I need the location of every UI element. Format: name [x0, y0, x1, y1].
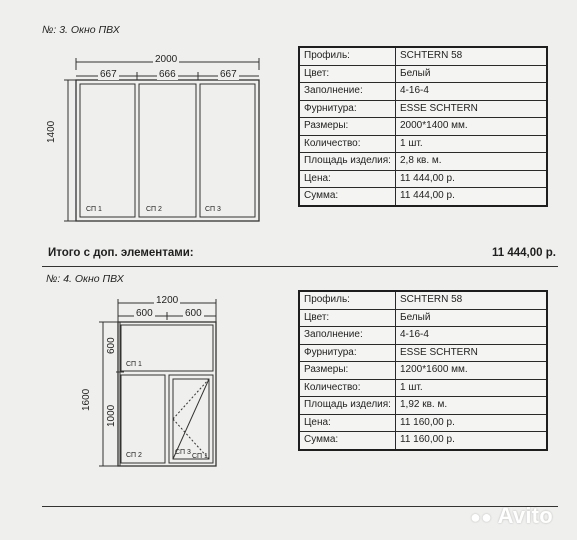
spec-key: Профиль:: [299, 291, 396, 309]
spec-key: Фурнитура:: [299, 344, 396, 362]
avito-dots-icon: ●●: [470, 507, 493, 527]
spec-key: Заполнение:: [299, 327, 396, 345]
watermark-logo: ●● Avito: [470, 503, 553, 528]
window-1-height: 1400: [46, 120, 57, 143]
window-1-sash-3: СП 3: [205, 206, 221, 213]
spec-table-2: [298, 290, 548, 451]
spec-row: [299, 309, 547, 327]
spec-value: 1 шт.: [396, 135, 548, 153]
spec-key: Профиль:: [299, 47, 396, 65]
spec-key: Размеры:: [299, 118, 396, 136]
spec-row: [299, 291, 547, 309]
spec-key: Количество:: [299, 135, 396, 153]
window-1-total-width: 2000: [155, 54, 178, 65]
spec-key: Сумма:: [299, 188, 396, 206]
spec-key: Площадь изделия:: [299, 397, 396, 415]
spec-key: Заполнение:: [299, 83, 396, 101]
spec-value: Белый: [396, 309, 548, 327]
window-2-height-1: 600: [106, 337, 117, 354]
spec-value: Белый: [396, 65, 548, 83]
spec-row: [299, 414, 547, 432]
spec-key: Цена:: [299, 414, 396, 432]
window-2-sash-3: СП 3: [175, 449, 191, 456]
window-2-height-2: 1000: [106, 404, 117, 427]
spec-key: Цена:: [299, 170, 396, 188]
spec-value: 1200*1600 мм.: [396, 362, 548, 380]
spec-value: 4-16-4: [396, 83, 548, 101]
spec-row: [299, 432, 547, 450]
spec-value: 11 160,00 р.: [396, 432, 548, 450]
window-2-width-1: 600: [136, 308, 153, 319]
spec-value: SCHTERN 58: [396, 291, 548, 309]
spec-key: Фурнитура:: [299, 100, 396, 118]
spec-row: [299, 362, 547, 380]
spec-value: 2,8 кв. м.: [396, 153, 548, 171]
spec-value: SCHTERN 58: [396, 47, 548, 65]
spec-key: Сумма:: [299, 432, 396, 450]
window-2-sash-1: СП 1: [126, 361, 142, 368]
spec-value: 11 444,00 р.: [396, 170, 548, 188]
window-2-sash-2: СП 2: [126, 452, 142, 459]
spec-value: 4-16-4: [396, 327, 548, 345]
window-1-width-3: 667: [220, 69, 237, 80]
spec-row: [299, 397, 547, 415]
window-1-sash-1: СП 1: [86, 206, 102, 213]
spec-key: Цвет:: [299, 65, 396, 83]
spec-row: [299, 344, 547, 362]
window-2-total-width: 1200: [156, 295, 179, 306]
spec-value: ESSE SCHTERN: [396, 100, 548, 118]
window-1-width-2: 666: [159, 69, 176, 80]
spec-key: Размеры:: [299, 362, 396, 380]
section-1-heading: №: 3. Окно ПВХ: [42, 24, 120, 36]
window-1-width-1: 667: [100, 69, 117, 80]
window-1-sash-2: СП 2: [146, 206, 162, 213]
spec-row: [299, 327, 547, 345]
total-label: Итого с доп. элементами:: [48, 247, 194, 259]
spec-key: Площадь изделия:: [299, 153, 396, 171]
spec-key: Цвет:: [299, 309, 396, 327]
spec-value: 1,92 кв. м.: [396, 397, 548, 415]
spec-value: ESSE SCHTERN: [396, 344, 548, 362]
spec-value: 11 160,00 р.: [396, 414, 548, 432]
window-2-width-2: 600: [185, 308, 202, 319]
spec-key: Количество:: [299, 379, 396, 397]
window-2-total-height: 1600: [81, 388, 92, 411]
total-value: 11 444,00 р.: [492, 247, 556, 259]
spec-value: 11 444,00 р.: [396, 188, 548, 206]
section-2-heading: №: 4. Окно ПВХ: [46, 273, 124, 285]
spec-row: [299, 379, 547, 397]
window-2-sash-4: СП 1: [192, 453, 208, 460]
spec-value: 1 шт.: [396, 379, 548, 397]
spec-value: 2000*1400 мм.: [396, 118, 548, 136]
